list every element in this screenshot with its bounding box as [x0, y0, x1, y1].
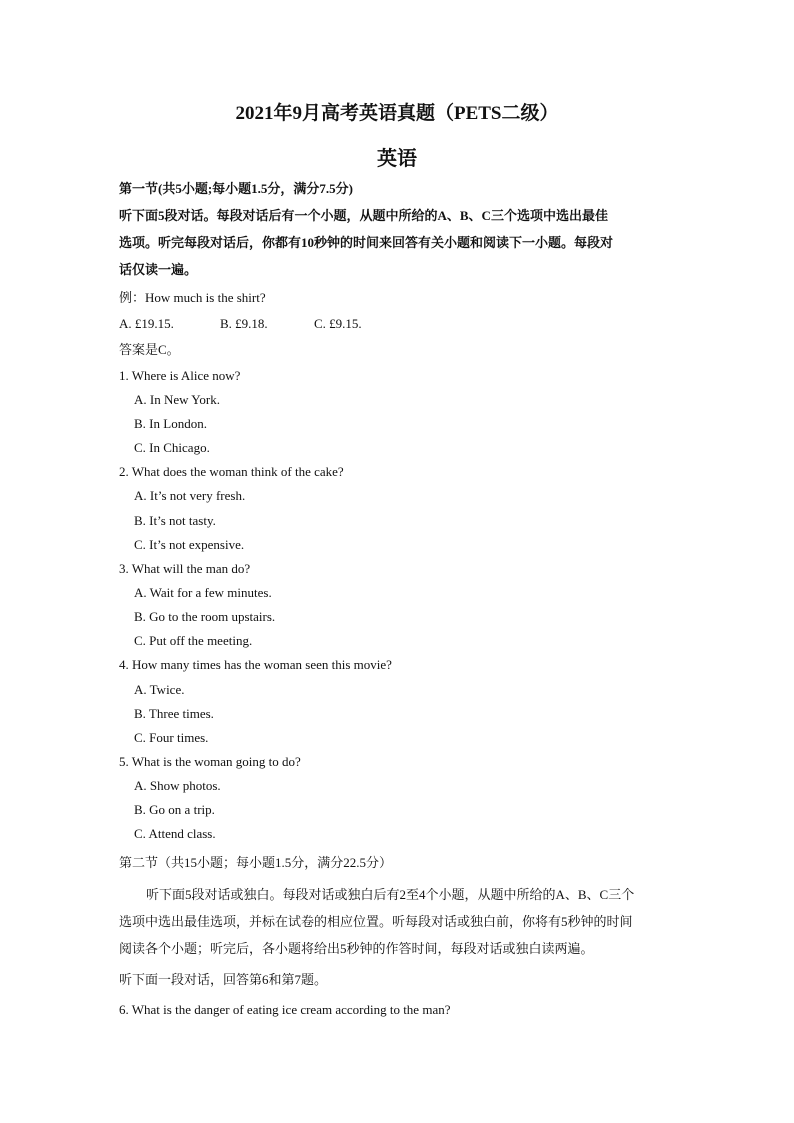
option: A. It’s not very fresh.: [134, 488, 246, 503]
option: B. In London.: [134, 416, 207, 431]
page-title: 2021年9月高考英语真题（PETS二级）: [235, 103, 559, 124]
section2-instruction-line: 听下面5段对话或独白。每段对话或独白后有2至4个小题，从题中所给的A、B、C三个: [146, 887, 635, 902]
example-option-b: B. £9.18.: [220, 316, 268, 331]
question-1: 1. Where is Alice now?: [119, 368, 241, 383]
question-3: 3. What will the man do?: [119, 561, 251, 576]
option: A. In New York.: [134, 392, 220, 407]
option: C. Four times.: [134, 730, 209, 745]
option: B. Go to the room upstairs.: [134, 609, 276, 624]
example-option-c: C. £9.15.: [314, 316, 362, 331]
option: A. Wait for a few minutes.: [134, 585, 272, 600]
question-6: 6. What is the danger of eating ice cream according to the man?: [119, 1002, 451, 1017]
option: B. It’s not tasty.: [134, 513, 216, 528]
section1-instruction-line: 听下面5段对话。每段对话后有一个小题，从题中所给的A、B、C三个选项中选出最佳: [119, 208, 608, 223]
option: C. It’s not expensive.: [134, 537, 245, 552]
option: C. Attend class.: [134, 826, 216, 841]
question-4: 4. How many times has the woman seen this movie?: [119, 657, 392, 672]
section1-instruction-line: 话仅读一遍。: [119, 262, 198, 277]
option: A. Show photos.: [134, 778, 221, 793]
option: C. Put off the meeting.: [134, 633, 253, 648]
section2-instruction-line: 阅读各个小题；听完后，各小题将给出5秒钟的作答时间，每段对话或独白读两遍。: [119, 941, 594, 956]
section2-instruction-line: 选项中选出最佳选项，并标在试卷的相应位置。听每段对话或独白前，你将有5秒钟的时间: [119, 914, 633, 929]
example-option-a: A. £19.15.: [119, 316, 174, 331]
option: A. Twice.: [134, 682, 185, 697]
section2-prompt: 听下面一段对话，回答第6和第7题。: [119, 972, 328, 987]
question-5: 5. What is the woman going to do?: [119, 754, 301, 769]
option: B. Go on a trip.: [134, 802, 215, 817]
question-2: 2. What does the woman think of the cake?: [119, 464, 344, 479]
page-subtitle: 英语: [377, 148, 417, 170]
section1-instruction-line: 选项。听完每段对话后，你都有10秒钟的时间来回答有关小题和阅读下一小题。每段对: [119, 235, 614, 250]
option: C. In Chicago.: [134, 440, 210, 455]
section1-heading: 第一节(共5小题;每小题1.5分，满分7.5分): [119, 181, 353, 196]
option: B. Three times.: [134, 706, 214, 721]
example-answer: 答案是C。: [119, 342, 180, 357]
section2-heading: 第二节（共15小题；每小题1.5分，满分22.5分）: [119, 855, 393, 870]
example-question: 例：How much is the shirt?: [119, 290, 266, 305]
